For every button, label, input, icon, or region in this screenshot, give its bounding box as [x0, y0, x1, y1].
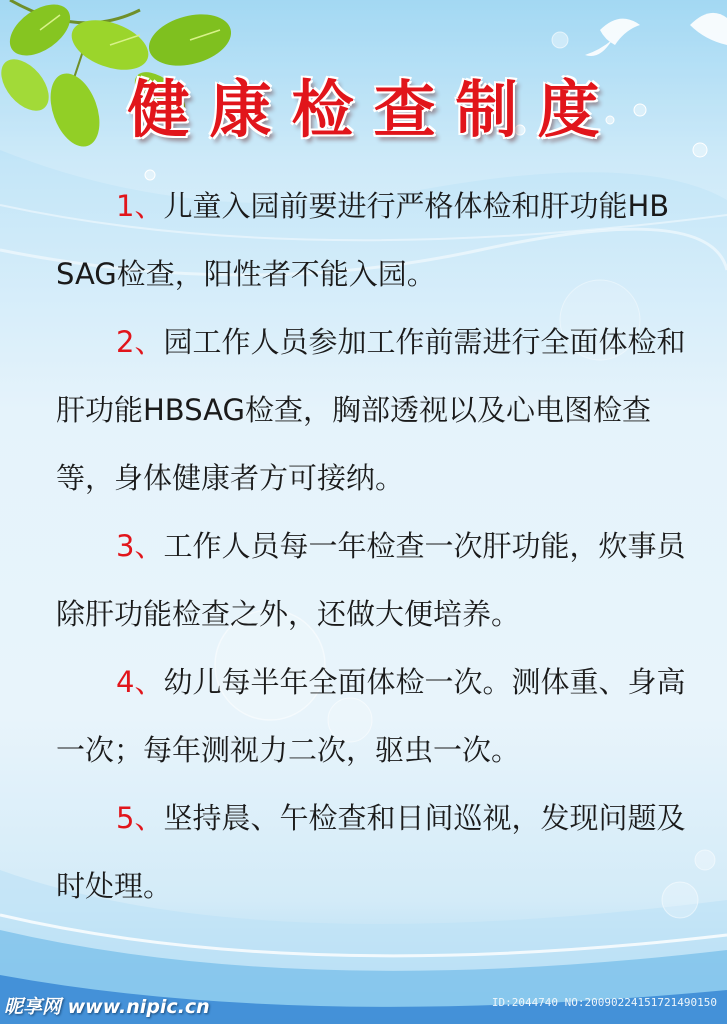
rule-item	[56, 512, 686, 648]
rule-text: 儿童入园前要进行严格体检和肝功能HBSAG检查，阳性者不能入园。	[56, 189, 670, 291]
rule-text: 幼儿每半年全面体检一次。测体重、身高一次；每年测视力二次，驱虫一次。	[56, 665, 686, 767]
rule-number: 1、	[116, 189, 164, 223]
rule-number: 5、	[116, 801, 164, 835]
rule-number: 4、	[116, 665, 164, 699]
rule-item	[56, 648, 686, 784]
rule-text: 园工作人员参加工作前需进行全面体检和肝功能HBSAG检查，胸部透视以及心电图检查等，身体健康者方可接纳。	[56, 325, 686, 495]
image-id-text: ID:2044740 NO:20090224151721490150	[491, 996, 717, 1009]
rule-number: 2、	[116, 325, 164, 359]
rule-item	[56, 308, 686, 512]
rule-item	[56, 784, 686, 920]
rule-item	[56, 172, 686, 308]
rules-list	[56, 172, 686, 920]
rule-text: 工作人员每一年检查一次肝功能，炊事员除肝功能检查之外，还做大便培养。	[56, 529, 686, 631]
page-title: 健康检查制度	[127, 73, 620, 146]
rule-number: 3、	[116, 529, 164, 563]
rule-text: 坚持晨、午检查和日间巡视，发现问题及时处理。	[56, 801, 686, 903]
watermark-logo: 昵享网 www.nipic.cn	[4, 996, 210, 1018]
